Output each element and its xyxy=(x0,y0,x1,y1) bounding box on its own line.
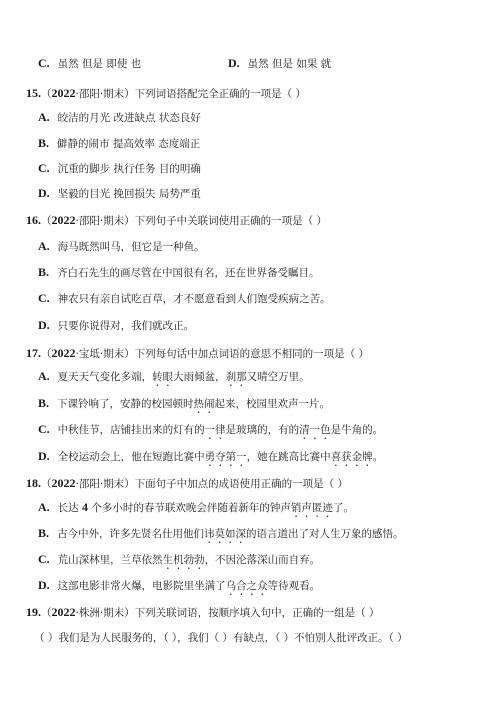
exam-source: ·邵阳·期末 xyxy=(75,215,125,227)
option-letter: D. xyxy=(38,578,50,592)
question-number: 16. xyxy=(26,213,41,227)
q14-option-c xyxy=(38,56,141,71)
option-text: ，她在跳高比赛中 xyxy=(246,451,331,463)
option-letter: A. xyxy=(38,110,50,124)
exam-year: 2022 xyxy=(51,346,76,360)
option-text: 荒山深林里，兰草依然 xyxy=(57,554,163,566)
paren-close: ） xyxy=(124,348,135,360)
option-text: 这部电影非常火爆，电影院里坐满了 xyxy=(57,580,226,592)
option-text: 了。 xyxy=(332,502,354,514)
q17-option-b xyxy=(38,396,330,416)
dotted-word: 勇夺第一 xyxy=(204,451,247,463)
exam-year: 2022 xyxy=(51,213,76,227)
option-letter: A. xyxy=(38,239,50,253)
option-text: 僻静的闹市 提高效率 态度端正 xyxy=(57,138,201,150)
option-text: 虽然 但是 即使 也 xyxy=(57,58,142,70)
paren-close: ） xyxy=(124,478,135,490)
option-letter: C. xyxy=(38,552,50,566)
exam-source: ·宝坻·期末 xyxy=(75,348,125,360)
option-text: 夏天天气变化多端， xyxy=(57,371,153,383)
q17-option-c xyxy=(38,422,383,442)
exam-source: ·邵阳·期末 xyxy=(75,478,125,490)
q16-option-d xyxy=(38,318,194,333)
option-text: 是牛角的。 xyxy=(330,424,384,436)
question-text: 下列每句话中加点词语的意思不相同的一项是（ ） xyxy=(134,348,370,360)
exam-year: 2022 xyxy=(51,476,76,490)
option-text: 海马既然叫马，但它是一种鱼。 xyxy=(57,241,205,253)
option-letter: C. xyxy=(38,291,50,305)
option-text: 的语言道出了对人生万象的感悟。 xyxy=(246,528,404,540)
dotted-idiom: 生机勃勃 xyxy=(162,554,205,566)
question-text: 下列关联词语，按顺序填入句中，正确的一组是（ ） xyxy=(134,607,380,619)
question-text: 下列句子中关联词使用正确的一项是（ ） xyxy=(134,215,328,227)
option-letter: D. xyxy=(38,318,50,332)
paren-open: （ xyxy=(41,215,52,227)
option-letter: B. xyxy=(38,136,50,150)
paren-close: ） xyxy=(124,88,135,100)
q19-stem xyxy=(26,605,380,620)
q15-option-c xyxy=(38,161,201,176)
paren-close: ） xyxy=(124,607,135,619)
q17-stem xyxy=(26,346,369,361)
paren-open: （ xyxy=(41,478,52,490)
question-number: 19. xyxy=(26,605,41,619)
q16-option-a xyxy=(38,239,205,254)
option-letter: A. xyxy=(38,369,50,383)
option-text: 是玻璃的，有的 xyxy=(225,424,300,436)
option-text: 长达 xyxy=(57,502,83,514)
option-letter: D. xyxy=(38,449,50,463)
option-text: 。 xyxy=(372,451,384,463)
option-letter: D. xyxy=(38,186,50,200)
q17-option-d xyxy=(38,449,383,469)
paren-open: （ xyxy=(41,348,52,360)
dotted-word: 一律 xyxy=(204,424,226,436)
exam-source: ·邵阳·期末 xyxy=(75,88,125,100)
option-text: 虽然 但是 如果 就 xyxy=(247,58,332,70)
paren-open: （ xyxy=(41,607,52,619)
q16-option-c xyxy=(38,291,331,306)
option-letter: B. xyxy=(38,526,50,540)
option-letter: B. xyxy=(38,396,50,410)
q14-option-d xyxy=(228,56,331,71)
q15-option-a xyxy=(38,110,201,125)
option-text: 皎洁的月光 改进缺点 状态良好 xyxy=(57,112,201,124)
question-text: 下面句子中加点的成语使用正确的一项是（ ） xyxy=(134,478,349,490)
option-number: 4 xyxy=(82,500,89,514)
dotted-word: 刹那 xyxy=(225,371,247,383)
option-letter: B. xyxy=(38,265,50,279)
q16-option-b xyxy=(38,265,320,280)
exam-source: ·株洲·期末 xyxy=(75,607,125,619)
option-letter: C. xyxy=(38,161,50,175)
option-letter: C. xyxy=(38,422,50,436)
dotted-word: 清一色 xyxy=(299,424,331,436)
option-text: 全校运动会上，他在短跑比赛中 xyxy=(57,451,205,463)
dotted-idiom: 讳莫如深 xyxy=(204,528,247,540)
question-number: 17. xyxy=(26,346,41,360)
option-text: 下课铃响了，安静的校园顿时 xyxy=(57,398,194,410)
dotted-word: 喜获金牌 xyxy=(330,451,373,463)
option-text: 神农只有亲自试吃百草，才不愿意看到人们饱受疾病之苦。 xyxy=(57,293,331,305)
q19-sentence: （ ）我们是为人民服务的，（ ），我们（ ）有缺点，（ ）不怕别人批评改正。（ ） xyxy=(34,632,408,644)
option-text: 坚毅的目光 挽回损失 局势严重 xyxy=(57,188,201,200)
option-text: 又晴空万里。 xyxy=(246,371,310,383)
question-number: 15. xyxy=(26,86,41,100)
q15-stem xyxy=(26,86,306,101)
paren-close: ） xyxy=(124,215,135,227)
exam-year: 2022 xyxy=(51,86,76,100)
q16-stem xyxy=(26,213,327,228)
option-letter: A. xyxy=(38,500,50,514)
option-text: 等待观看。 xyxy=(267,580,321,592)
dotted-idiom: 销声匿迹 xyxy=(290,502,333,514)
q15-option-b xyxy=(38,136,200,151)
q18-stem xyxy=(26,476,348,491)
dotted-idiom: 乌合之众 xyxy=(225,580,268,592)
option-letter: D. xyxy=(228,56,240,70)
option-text: ，不因沦落深山而自弃。 xyxy=(204,554,321,566)
question-number: 18. xyxy=(26,476,41,490)
option-text: 中秋佳节，店铺挂出来的灯有的 xyxy=(57,424,205,436)
option-text: 只要你说得对，我们就改正。 xyxy=(57,320,195,332)
dotted-word: 转眼 xyxy=(152,371,174,383)
q18-option-a xyxy=(38,500,354,520)
dotted-word: 热闹 xyxy=(193,398,215,410)
option-text: 齐白石先生的画尽管在中国很有名，还在世界备受瞩目。 xyxy=(57,267,320,279)
q15-option-d xyxy=(38,186,201,201)
option-text: 个多小时的春节联欢晚会伴随着新年的钟声 xyxy=(88,502,291,514)
option-text: 沉重的脚步 执行任务 目的明确 xyxy=(57,163,201,175)
q18-option-d xyxy=(38,578,320,598)
q17-option-a xyxy=(38,369,310,389)
q18-option-c xyxy=(38,552,320,572)
paren-open: （ xyxy=(41,88,52,100)
q18-option-b xyxy=(38,526,404,546)
option-text: 大雨倾盆， xyxy=(173,371,226,383)
option-text: 古今中外，许多先贤名仕用他们 xyxy=(57,528,205,540)
question-text: 下列词语搭配完全正确的一项是（ ） xyxy=(134,88,307,100)
exam-year: 2022 xyxy=(51,605,76,619)
option-letter: C. xyxy=(38,56,50,70)
option-text: 起来，校园里欢声一片。 xyxy=(214,398,331,410)
